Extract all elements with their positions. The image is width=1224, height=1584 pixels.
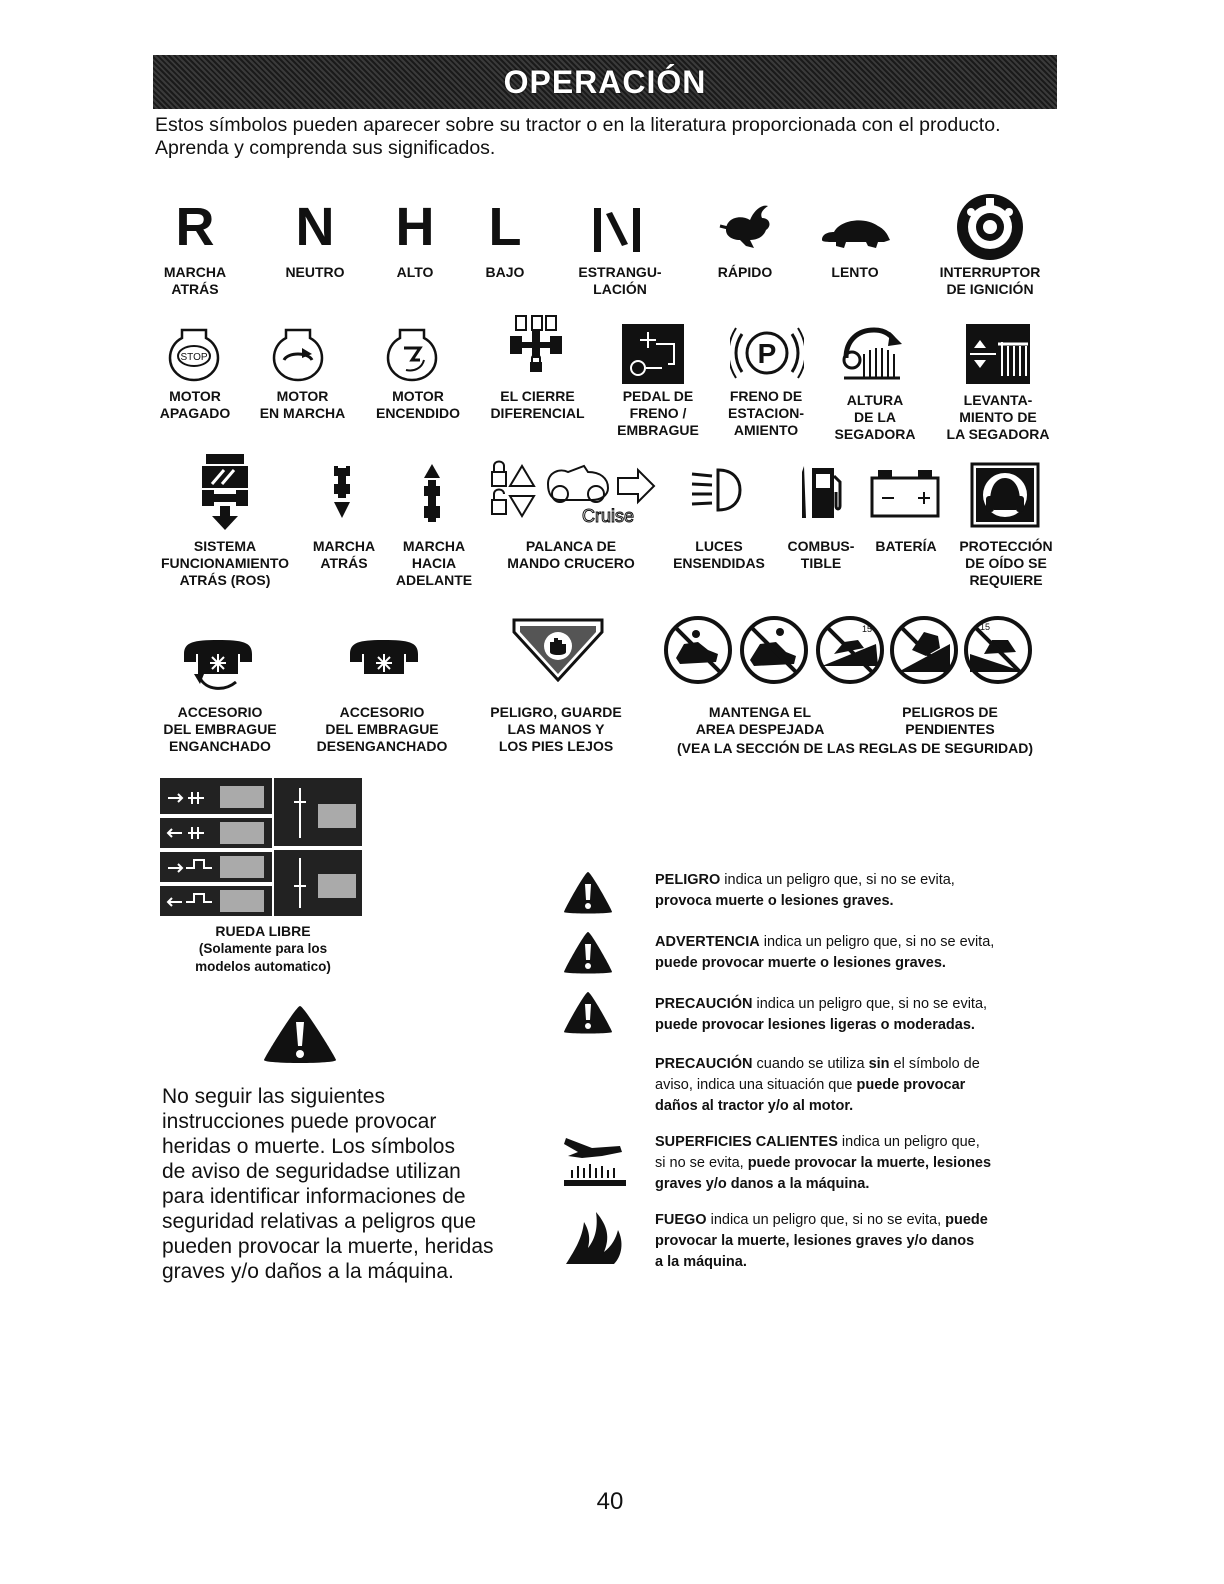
section-banner bbox=[153, 55, 1057, 109]
intro-line: Estos símbolos pueden aparecer sobre su tractor o en la literatura proporcionada con el producto. bbox=[155, 114, 1001, 136]
turtle-slow-icon bbox=[818, 212, 894, 252]
label-sistema-ros: SISTEMA FUNCIONAMIENTO ATRÁS (ROS) bbox=[160, 538, 290, 588]
no-bystanders-icon bbox=[666, 618, 730, 682]
slope-danger-icon-1 bbox=[818, 618, 882, 682]
label-levantamiento-segadora: LEVANTA- MIENTO DE LA SEGADORA bbox=[946, 392, 1050, 442]
reverse-letter-icon: R bbox=[175, 197, 215, 257]
freewheel-diagram-icon bbox=[160, 778, 362, 916]
label-marcha-atras-2: MARCHA ATRÁS bbox=[312, 538, 376, 571]
label-peligros-pendientes: PELIGROS DE PENDIENTES bbox=[902, 704, 998, 737]
freewheel-caption bbox=[158, 922, 368, 976]
label-motor-encendido: MOTOR ENCENDIDO bbox=[375, 388, 460, 421]
parking-brake-icon bbox=[730, 322, 804, 384]
cruise-control-icon bbox=[488, 458, 674, 526]
warning-triangle-icon bbox=[260, 1002, 340, 1066]
clutch-disengaged-icon bbox=[346, 636, 422, 680]
page-number: 40 bbox=[596, 1488, 624, 1515]
page-title: OPERACIÓN bbox=[503, 63, 707, 100]
label-pedal-freno: PEDAL DE FRENO / EMBRAGUE bbox=[617, 388, 699, 438]
label-marcha-adelante: MARCHA HACIA ADELANTE bbox=[395, 538, 473, 588]
label-lento: LENTO bbox=[831, 264, 879, 280]
rabbit-fast-icon bbox=[718, 200, 774, 252]
no-children-icon bbox=[742, 618, 806, 682]
note-peligro: PELIGRO indica un peligro que, si no se evita, provoca muerte o lesiones graves. bbox=[655, 872, 955, 909]
intro-text bbox=[155, 114, 1055, 160]
note-fuego: FUEGO indica un peligro que, si no se evita, puede provocar la muerte, lesiones graves y/o danos a la máquina. bbox=[655, 1212, 988, 1270]
svg-text:15: 15 bbox=[980, 622, 991, 632]
note-advertencia: ADVERTENCIA indica un peligro que, si no se evita, puede provocar muerte o lesiones graves. bbox=[655, 934, 995, 971]
forward-gear-icon bbox=[420, 462, 444, 526]
label-luces: LUCES ENSENDIDAS bbox=[673, 538, 765, 571]
slope-danger-icon-2 bbox=[892, 618, 956, 682]
note-superficies-calientes: SUPERFICIES CALIENTES indica un peligro que, si no se evita, puede provocar la muerte, lesiones graves y/o danos a la máquina. bbox=[655, 1134, 992, 1192]
intro-line: Aprenda y comprenda sus significados. bbox=[155, 137, 496, 159]
mower-lift-icon bbox=[966, 324, 1030, 384]
safety-prohibition-icons bbox=[658, 614, 1038, 686]
svg-text:STOP: STOP bbox=[180, 352, 208, 363]
svg-text:Cruise: Cruise bbox=[581, 506, 635, 526]
hot-surface-icon bbox=[562, 1134, 628, 1190]
label-estrangulacion: ESTRANGU- LACIÓN bbox=[578, 264, 662, 297]
label-safety-reference: (VEA LA SECCIÓN DE LAS REGLAS DE SEGURIDAD) bbox=[677, 740, 1033, 756]
label-rapido: RÁPIDO bbox=[717, 264, 773, 280]
danger-triangle-icon bbox=[562, 870, 614, 916]
label-peligro-manos: PELIGRO, GUARDE LAS MANOS Y LOS PIES LEJOS bbox=[490, 704, 622, 754]
note-precaucion-sin: PRECAUCIÓN cuando se utiliza sin el símbolo de aviso, indica una situación que puede provocar daños al tractor y/o al motor. bbox=[655, 1056, 980, 1114]
ignition-switch-icon bbox=[955, 192, 1025, 262]
label-bateria: BATERÍA bbox=[875, 538, 937, 554]
label-motor-apagado: MOTOR APAGADO bbox=[159, 388, 231, 421]
label-accesorio-enganchado: ACCESORIO DEL EMBRAGUE ENGANCHADO bbox=[163, 704, 277, 754]
freewheel-sub: (Solamente para los bbox=[198, 941, 328, 956]
label-proteccion-oido: PROTECCIÓN DE OÍDO SE REQUIERE bbox=[959, 538, 1053, 588]
label-marcha-atras: MARCHA ATRÁS bbox=[163, 264, 227, 297]
label-freno-estacionamiento: FRENO DE ESTACION- AMIENTO bbox=[728, 388, 804, 438]
label-alto: ALTO bbox=[396, 264, 434, 280]
clutch-engaged-icon bbox=[180, 636, 256, 694]
label-interruptor: INTERRUPTOR DE IGNICIÓN bbox=[939, 264, 1041, 297]
label-area-despejada: MANTENGA EL AREA DESPEJADA bbox=[695, 704, 825, 737]
label-motor-en-marcha: MOTOR EN MARCHA bbox=[259, 388, 346, 421]
label-accesorio-desenganchado: ACCESORIO DEL EMBRAGUE DESENGANCHADO bbox=[316, 704, 448, 754]
fuel-pump-icon bbox=[796, 462, 846, 522]
mower-height-icon bbox=[840, 324, 904, 382]
svg-text:15: 15 bbox=[862, 624, 873, 634]
low-letter-icon: L bbox=[488, 197, 522, 257]
freewheel-title: RUEDA LIBRE bbox=[215, 923, 311, 939]
neutral-letter-icon: N bbox=[295, 197, 335, 257]
caution-triangle-icon bbox=[562, 990, 614, 1036]
svg-text:P: P bbox=[757, 338, 777, 369]
engine-start-icon bbox=[386, 326, 438, 382]
choke-icon bbox=[588, 204, 646, 254]
reverse-operation-system-icon bbox=[198, 452, 252, 532]
hands-feet-danger-icon bbox=[512, 618, 604, 682]
reverse-gear-icon bbox=[330, 462, 354, 522]
fire-icon bbox=[562, 1208, 628, 1268]
note-precaucion: PRECAUCIÓN indica un peligro que, si no se evita, puede provocar lesiones ligeras o moderadas. bbox=[655, 996, 988, 1033]
warning-triangle-icon-2 bbox=[562, 930, 614, 976]
hearing-protection-icon bbox=[970, 462, 1040, 528]
label-neutro: NEUTRO bbox=[285, 264, 345, 280]
label-bajo: BAJO bbox=[485, 264, 525, 280]
slope-danger-icon-3 bbox=[966, 618, 1030, 682]
brake-clutch-pedal-icon bbox=[622, 324, 684, 384]
engine-run-icon bbox=[272, 326, 324, 382]
battery-icon bbox=[868, 468, 942, 520]
label-combustible: COMBUS- TIBLE bbox=[787, 538, 855, 571]
label-cierre-diferencial: EL CIERRE DIFERENCIAL bbox=[490, 388, 585, 421]
freewheel-sub: modelos automatico) bbox=[195, 959, 331, 974]
engine-stop-icon bbox=[168, 326, 220, 382]
high-letter-icon: H bbox=[395, 197, 435, 257]
label-altura-segadora: ALTURA DE LA SEGADORA bbox=[834, 392, 916, 442]
headlights-icon bbox=[688, 462, 744, 518]
label-palanca-crucero: PALANCA DE MANDO CRUCERO bbox=[507, 538, 635, 571]
warning-paragraph: No seguir las siguientes instrucciones puede provocar heridas o muerte. Los símbolos de aviso de seguridadse utilizan para identificar informaciones de seguridad relativas a peligros que pueden provocar la muerte, heridas graves y/o daños a la máquina. bbox=[162, 1085, 494, 1283]
differential-lock-icon bbox=[508, 312, 564, 376]
